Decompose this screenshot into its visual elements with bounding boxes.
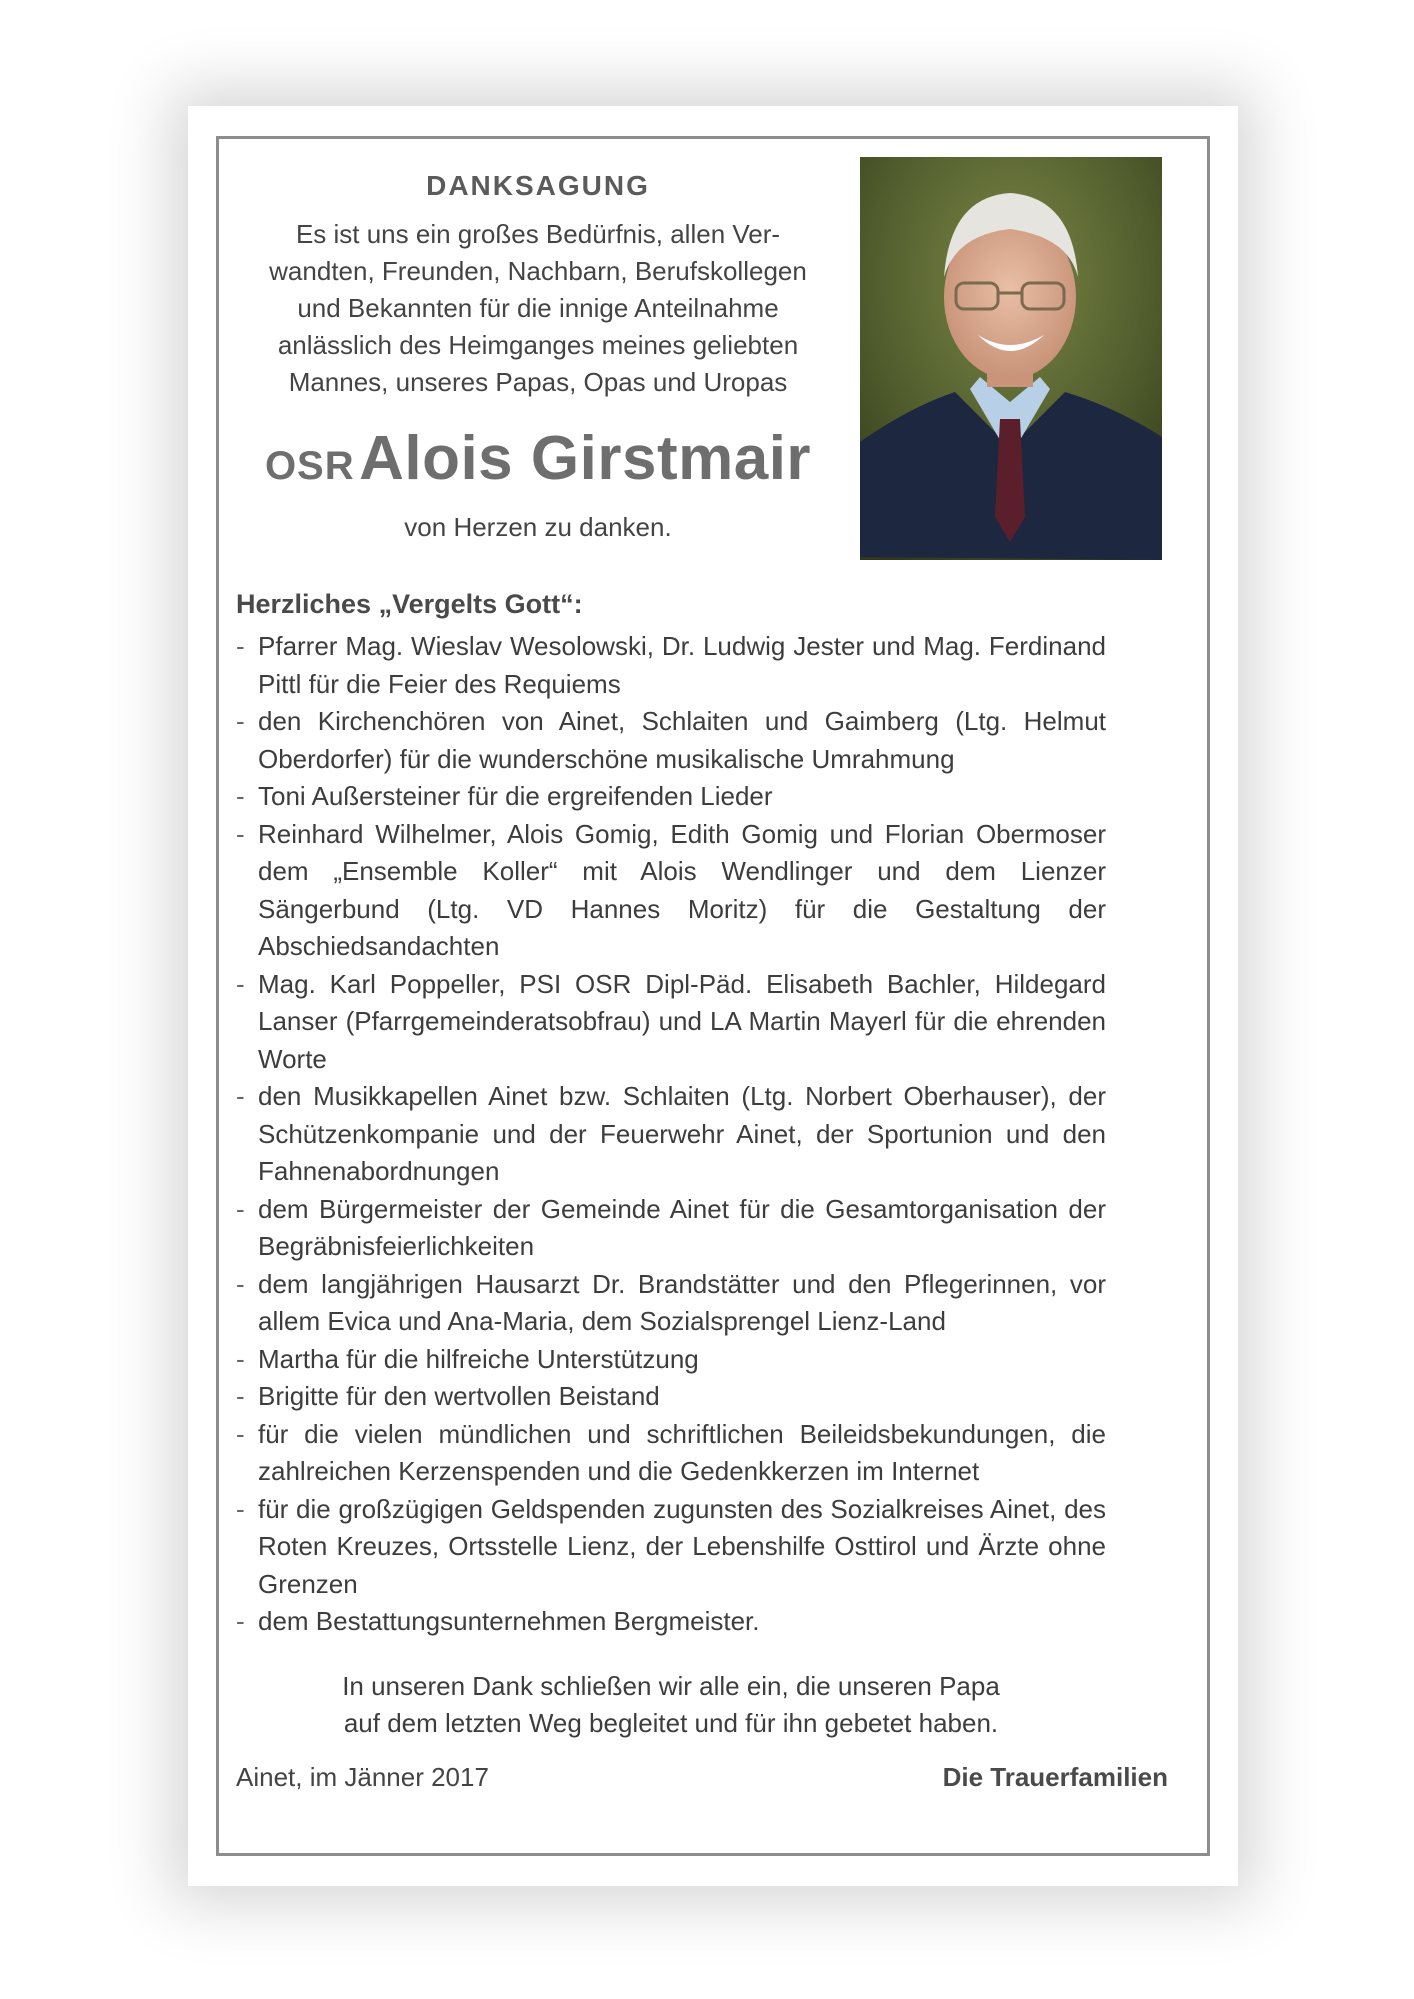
deceased-name xyxy=(228,423,848,494)
final-line: In unseren Dank schließen wir alle ein, die unseren Papa xyxy=(342,1671,1000,1701)
list-item: - Brigitte für den wertvollen Beistand xyxy=(236,1378,1106,1416)
list-item-text: für die großzügigen Geldspenden zugunsten des Sozialkreises Ainet, des Roten Kreuzes, Ortsstelle Lienz, der Lebenshilfe Osttirol und Ärzte ohne Grenzen xyxy=(258,1493,1106,1599)
final-line: auf dem letzten Weg begleitet und für ihn gebetet haben. xyxy=(343,1708,999,1738)
list-item: - dem Bürgermeister der Gemeinde Ainet für die Gesamtorganisation der Begräbnisfeierlichkeiten xyxy=(236,1191,1106,1266)
place-date: Ainet, im Jänner 2017 xyxy=(236,1762,489,1792)
final-statement xyxy=(236,1668,1106,1742)
list-item-text: dem Bürgermeister der Gemeinde Ainet für die Gesamtorganisation der Begräbnisfeierlichkeiten xyxy=(258,1193,1106,1261)
notice-heading: DANKSAGUNG xyxy=(426,170,650,201)
list-item: - Martha für die hilfreiche Unterstützung xyxy=(236,1341,1106,1379)
name-title: OSR xyxy=(264,444,355,488)
list-item: - Reinhard Wilhelmer, Alois Gomig, Edith Gomig und Florian Obermoser dem „Ensemble Koller“ mit Alois Wendlinger und dem Lienzer Sängerbund (Ltg. VD Hannes Moritz) für die Gestaltung der Abschiedsandachten xyxy=(236,816,1106,966)
list-item: - dem langjährigen Hausarzt Dr. Brandstätter und den Pflegerinnen, vor allem Evica und Ana-Maria, dem Sozialsprengel Lienz-Land xyxy=(236,1266,1106,1341)
closing-intro: von Herzen zu danken. xyxy=(404,512,672,542)
list-item-text: den Musikkapellen Ainet bzw. Schlaiten (Ltg. Norbert Oberhauser), der Schützenkompanie und der Feuerwehr Ainet, der Sportunion und den Fahnenabordnungen xyxy=(258,1081,1106,1186)
intro-line: und Bekannten für die innige Anteilnahme xyxy=(297,293,779,323)
list-item-text: den Kirchenchören von Ainet, Schlaiten und Gaimberg (Ltg. Helmut Oberdorfer) für die wunderschöne musikalische Umrahmung xyxy=(258,706,1106,774)
obituary-card xyxy=(188,106,1238,1886)
list-item-text: Brigitte für den wertvollen Beistand xyxy=(258,1381,660,1411)
thanks-heading: Herzliches „Vergelts Gott“: xyxy=(236,589,583,619)
list-item: - Pfarrer Mag. Wieslav Wesolowski, Dr. Ludwig Jester und Mag. Ferdinand Pittl für die Feier des Requiems xyxy=(236,628,1106,703)
intro-line: Es ist uns ein großes Bedürfnis, allen Ver- xyxy=(295,219,781,249)
name-main: Alois Girstmair xyxy=(359,424,812,493)
list-item-text: Martha für die hilfreiche Unterstützung xyxy=(258,1343,699,1374)
intro-line: Mannes, unseres Papas, Opas und Uropas xyxy=(288,367,788,397)
intro-block xyxy=(228,170,848,543)
intro-line: wandten, Freunden, Nachbarn, Berufskollegen xyxy=(269,256,807,286)
list-item: - für die großzügigen Geldspenden zugunsten des Sozialkreises Ainet, des Roten Kreuzes, Ortsstelle Lienz, der Lebenshilfe Osttirol und Ärzte ohne Grenzen xyxy=(236,1491,1106,1604)
signature: Die Trauerfamilien xyxy=(942,1762,1168,1792)
list-item-text: dem Bestattungsunternehmen Bergmeister. xyxy=(258,1606,760,1636)
list-item: - dem Bestattungsunternehmen Bergmeister. xyxy=(236,1603,1106,1641)
thanks-list xyxy=(236,628,1106,1641)
list-item: - für die vielen mündlichen und schriftlichen Beileidsbekundungen, die zahlreichen Kerzenspenden und die Gedenkkerzen im Internet xyxy=(236,1416,1106,1491)
list-item-text: dem langjährigen Hausarzt Dr. Brandstätter und den Pflegerinnen, vor allem Evica und Ana-Maria, dem Sozialsprengel Lienz-Land xyxy=(258,1268,1106,1336)
intro-line: anlässlich des Heimganges meines geliebten xyxy=(277,330,799,360)
portrait-photo xyxy=(860,157,1162,560)
list-item-text: Mag. Karl Poppeller, PSI OSR Dipl-Päd. Elisabeth Bachler, Hildegard Lanser (Pfarrgemeinderatsobfrau) und LA Martin Mayerl für die ehrenden Worte xyxy=(258,968,1106,1074)
list-item-text: Reinhard Wilhelmer, Alois Gomig, Edith Gomig und Florian Obermoser dem „Ensemble Koller“ mit Alois Wendlinger und dem Lienzer Sängerbund (Ltg. VD Hannes Moritz) für die Gestaltung der Abschiedsandachten xyxy=(258,818,1106,961)
list-item: - den Kirchenchören von Ainet, Schlaiten und Gaimberg (Ltg. Helmut Oberdorfer) für die wunderschöne musikalische Umrahmung xyxy=(236,703,1106,778)
list-item: - den Musikkapellen Ainet bzw. Schlaiten (Ltg. Norbert Oberhauser), der Schützenkompanie und der Feuerwehr Ainet, der Sportunion und den Fahnenabordnungen xyxy=(236,1078,1106,1191)
list-item-text: für die vielen mündlichen und schriftlichen Beileidsbekundungen, die zahlreichen Kerzenspenden und die Gedenkkerzen im Internet xyxy=(258,1418,1106,1486)
list-item-text: Toni Außersteiner für die ergreifenden Lieder xyxy=(258,781,773,811)
list-item-text: Pfarrer Mag. Wieslav Wesolowski, Dr. Ludwig Jester und Mag. Ferdinand Pittl für die Feier des Requiems xyxy=(258,631,1106,699)
list-item: - Toni Außersteiner für die ergreifenden Lieder xyxy=(236,778,1106,816)
list-item: - Mag. Karl Poppeller, PSI OSR Dipl-Päd. Elisabeth Bachler, Hildegard Lanser (Pfarrgemeinderatsobfrau) und LA Martin Mayerl für die ehrenden Worte xyxy=(236,966,1106,1079)
